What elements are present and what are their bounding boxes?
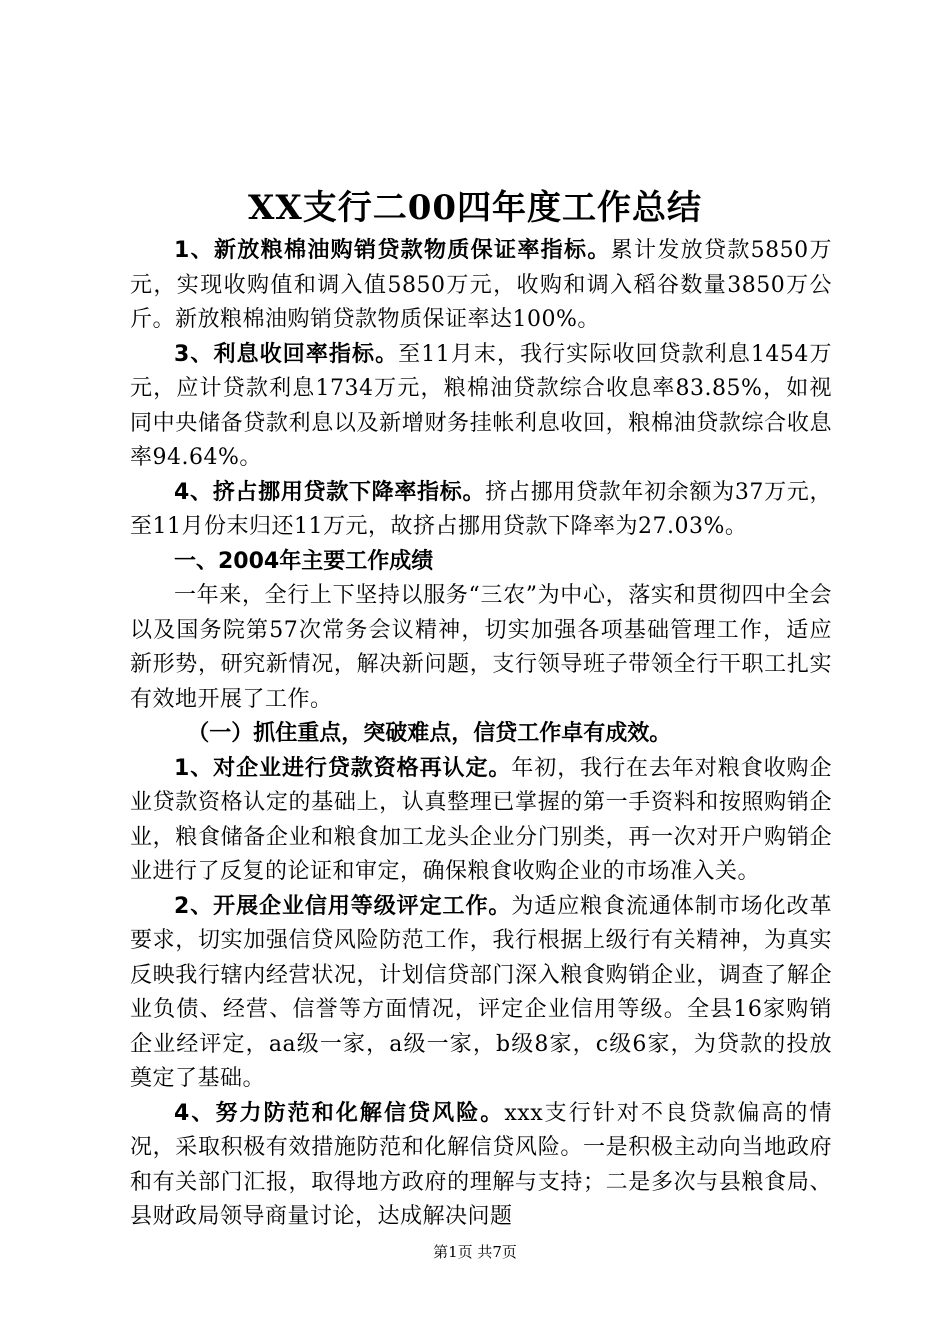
paragraph-4-text: 挤占挪用贷款年初余额为37万元，至11月份末归还11万元，故挤占挪用贷款下降率为27.03%。 xyxy=(130,479,832,539)
subsection-heading: （一）抓住重点，突破难点，信贷工作卓有成效。 xyxy=(187,721,672,746)
paragraph-1 xyxy=(130,234,832,338)
item-4-lead: 4、努力防范和化解信贷风险。 xyxy=(174,1100,505,1126)
paragraph-1-text: 累计发放贷款5850万元，实现收购值和调入值5850万元，收购和调入稻谷数量3850万公斤。新放粮棉油购销贷款物质保证率达100%。 xyxy=(130,238,832,332)
page-footer: 第1页 共7页 xyxy=(433,1243,517,1261)
paragraph-4-lead: 4、挤占挪用贷款下降率指标。 xyxy=(174,479,486,505)
document-title: XX支行二00四年度工作总结 xyxy=(247,188,703,228)
item-1 xyxy=(130,752,832,890)
paragraph-3-text: 至11月末，我行实际收回贷款利息1454万元，应计贷款利息1734万元，粮棉油贷款综合收息率83.85%，如视同中央储备贷款利息以及新增财务挂帐利息收回，粮棉油贷款综合收息率94.64%。 xyxy=(130,341,832,470)
item-4 xyxy=(130,1097,832,1235)
item-2-text: 为适应粮食流通体制市场化改革要求，切实加强信贷风险防范工作，我行根据上级行有关精神，为真实反映我行辖内经营状况，计划信贷部门深入粮食购销企业，调查了解企业负债、经营、信誉等方面情况，评定企业信用等级。全县16家购销企业经评定，aa级一家，a级一家，b级8家，c级6家，为贷款的投放奠定了基础。 xyxy=(130,893,832,1091)
document-body xyxy=(130,234,832,1235)
item-1-lead: 1、对企业进行贷款资格再认定。 xyxy=(174,755,512,781)
item-4-text: xxx支行针对不良贷款偏高的情况，采取积极有效措施防范和化解信贷风险。一是积极主动向当地政府和有关部门汇报，取得地方政府的理解与支持；二是多次与县粮食局、县财政局领导商量讨论，达成解决问题 xyxy=(130,1100,832,1229)
item-1-text: 年初，我行在去年对粮食收购企业贷款资格认定的基础上，认真整理已掌握的第一手资料和按照购销企业，粮食储备企业和粮食加工龙头企业分门别类，再一次对开户购销企业进行了反复的论证和审定，确保粮食收购企业的市场准入关。 xyxy=(130,755,832,884)
paragraph-1-lead: 1、新放粮棉油购销贷款物质保证率指标。 xyxy=(174,238,611,263)
paragraph-3-lead: 3、利息收回率指标。 xyxy=(174,341,399,367)
section-intro: 一年来，全行上下坚持以服务“三农”为中心，落实和贯彻四中全会以及国务院第57次常务会议精神，切实加强各项基础管理工作，适应新形势，研究新情况，解决新问题，支行领导班子带领全行干职工扎实有效地开展了工作。 xyxy=(130,583,832,712)
section-heading: 一、2004年主要工作成绩 xyxy=(174,548,434,574)
paragraph-4 xyxy=(130,476,832,545)
item-2 xyxy=(130,890,832,1097)
paragraph-3 xyxy=(130,338,832,476)
item-2-lead: 2、开展企业信用等级评定工作。 xyxy=(174,893,512,919)
